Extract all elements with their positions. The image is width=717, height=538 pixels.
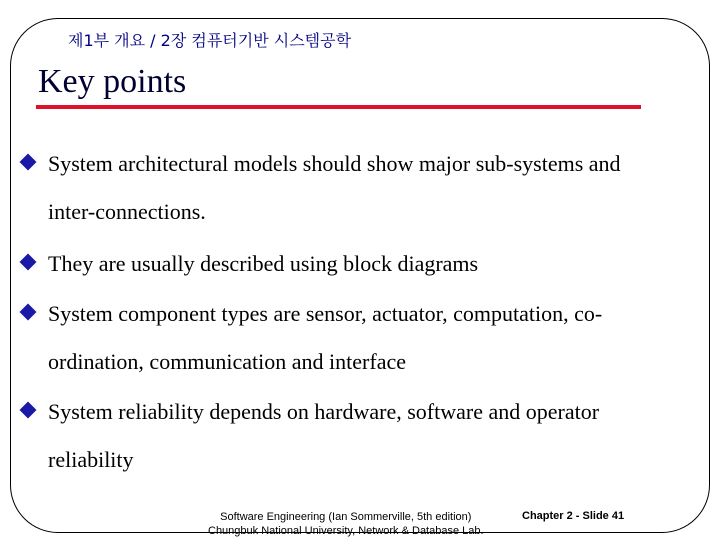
bullet-line: reliability: [48, 447, 134, 472]
bullet-line: They are usually described using block diagrams: [48, 251, 479, 276]
bullet-item: [22, 140, 692, 236]
course-header: 제1부 개요 / 2장 컴퓨터기반 시스템공학: [68, 31, 352, 50]
bullet-line: System architectural models should show major sub-systems and: [48, 151, 621, 176]
footer-source: [208, 510, 484, 538]
footer-source-line: Software Engineering (Ian Sommerville, 5th edition): [220, 511, 472, 523]
slide-title: Key points: [38, 63, 187, 100]
bullet-item: [22, 388, 692, 484]
footer-source-line: Chungbuk National University, Network & Database Lab.: [208, 525, 484, 537]
bullet-line: System reliability depends on hardware, software and operator: [48, 399, 600, 424]
bullet-line: ordination, communication and interface: [48, 349, 406, 374]
bullet-line: inter-connections.: [48, 199, 206, 224]
slide-number-label: Chapter 2 - Slide 41: [522, 510, 625, 522]
title-underline: [36, 105, 641, 109]
bullet-line: System component types are sensor, actuator, computation, co-: [48, 301, 603, 326]
bullet-item: [22, 290, 692, 386]
bullet-item: [22, 240, 692, 288]
